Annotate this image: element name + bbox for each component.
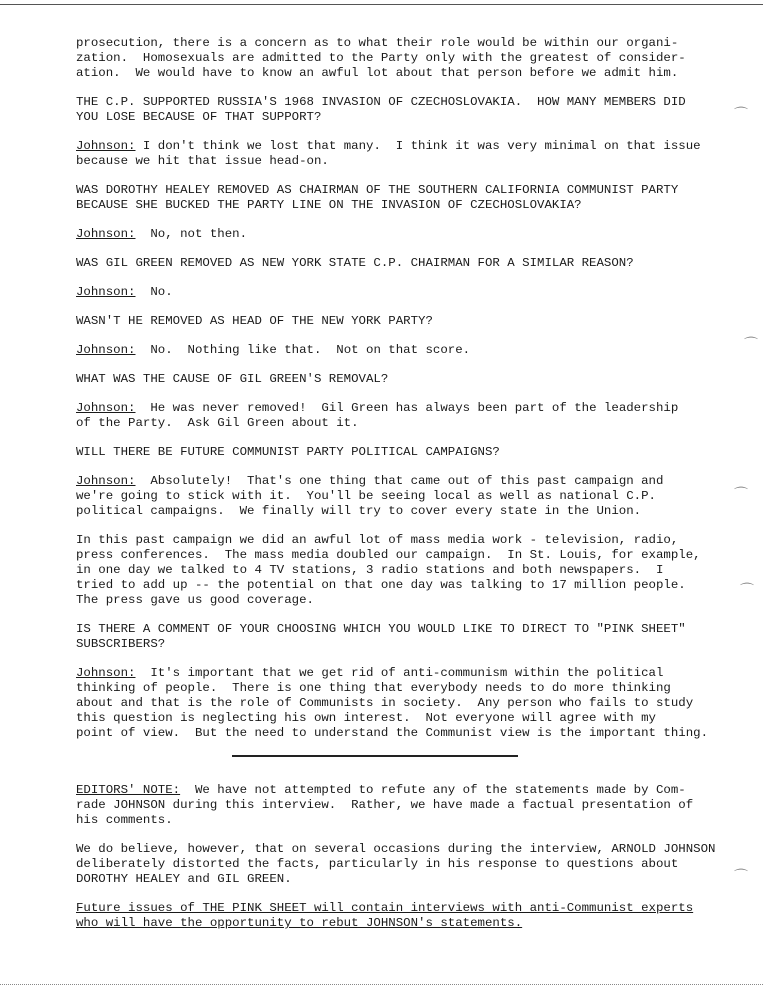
text-line: Absolutely! That's one thing that came out of this past campaign and	[135, 474, 664, 488]
text-line: DOROTHY HEALEY and GIL GREEN.	[76, 872, 292, 886]
margin-mark: ⌒	[734, 487, 748, 503]
para-media	[76, 533, 721, 608]
margin-mark: ⌒	[744, 337, 758, 353]
text-line: WILL THERE BE FUTURE COMMUNIST PARTY POLITICAL CAMPAIGNS?	[76, 445, 500, 459]
speaker-label: Johnson:	[76, 139, 136, 153]
text-line: rade JOHNSON during this interview. Rather, we have made a factual presentation of	[76, 798, 694, 812]
editors-section	[76, 783, 721, 931]
text-line: thinking of people. There is one thing that everybody needs to do more thinking	[76, 681, 671, 695]
question-green-head	[76, 314, 721, 329]
text-line: political campaigns. We finally will try to cover every state in the Union.	[76, 504, 642, 518]
top-rule	[0, 4, 763, 5]
text-line: SUBSCRIBERS?	[76, 637, 166, 651]
text-line: We do believe, however, that on several occasions during the interview, ARNOLD JOHNSON	[76, 842, 716, 856]
speaker-label: Johnson:	[76, 401, 136, 415]
text-line: THE C.P. SUPPORTED RUSSIA'S 1968 INVASION OF CZECHOSLOVAKIA. HOW MANY MEMBERS DID	[76, 95, 686, 109]
margin-mark: ⌒	[740, 583, 754, 599]
text-line: YOU LOSE BECAUSE OF THAT SUPPORT?	[76, 110, 322, 124]
answer-healey	[76, 227, 721, 242]
interview-section	[76, 36, 721, 741]
answer-campaigns	[76, 474, 721, 519]
para-prosecution	[76, 36, 721, 81]
text-line: I don't think we lost that many. I think it was very minimal on that issue	[135, 139, 701, 153]
text-line: prosecution, there is a concern as to what their role would be within our organi-	[76, 36, 679, 50]
answer-czechoslovakia-members	[76, 139, 721, 169]
bottom-rule	[0, 984, 763, 985]
text-line: WASN'T HE REMOVED AS HEAD OF THE NEW YORK PARTY?	[76, 314, 433, 328]
speaker-label: Johnson:	[76, 227, 136, 241]
text-line: No. Nothing like that. Not on that score.	[135, 343, 471, 357]
text-line: WHAT WAS THE CAUSE OF GIL GREEN'S REMOVAL?	[76, 372, 389, 386]
text-line: No.	[135, 285, 173, 299]
question-green-cause	[76, 372, 721, 387]
section-divider	[232, 755, 518, 757]
speaker-label: Johnson:	[76, 285, 136, 299]
margin-mark: ⌒	[734, 869, 748, 885]
text-line: In this past campaign we did an awful lot of mass media work - television, radio,	[76, 533, 679, 547]
question-comment	[76, 622, 721, 652]
editors-note	[76, 783, 721, 828]
text-line: He was never removed! Gil Green has always been part of the leadership	[135, 401, 679, 415]
speaker-label: Johnson:	[76, 343, 136, 357]
text-line: about and that is the role of Communists in society. Any person who fails to study	[76, 696, 694, 710]
text-line: No, not then.	[135, 227, 248, 241]
question-czechoslovakia-members	[76, 95, 721, 125]
text-line: his comments.	[76, 813, 173, 827]
text-line: BECAUSE SHE BUCKED THE PARTY LINE ON THE INVASION OF CZECHOSLOVAKIA?	[76, 198, 582, 212]
speaker-label: Johnson:	[76, 474, 136, 488]
question-healey	[76, 183, 721, 213]
answer-green-head	[76, 343, 721, 358]
text-line: deliberately distorted the facts, particularly in his response to questions about	[76, 857, 679, 871]
answer-comment	[76, 666, 721, 741]
text-line: IS THERE A COMMENT OF YOUR CHOOSING WHICH YOU WOULD LIKE TO DIRECT TO "PINK SHEET"	[76, 622, 686, 636]
margin-mark: ⌒	[734, 107, 748, 123]
text-line: because we hit that issue head-on.	[76, 154, 329, 168]
text-line: ation. We would have to know an awful lot about that person before we admit him.	[76, 66, 679, 80]
text-line: in one day we talked to 4 TV stations, 3 radio stations and both newspapers. I	[76, 563, 664, 577]
text-line: point of view. But the need to understand the Communist view is the important thing.	[76, 726, 709, 740]
text-line: We have not attempted to refute any of the statements made by Com-	[180, 783, 686, 797]
text-line: It's important that we get rid of anti-communism within the political	[135, 666, 664, 680]
text-line: Future issues of THE PINK SHEET will contain interviews with anti-Communist experts	[76, 901, 694, 915]
editors-future	[76, 901, 721, 931]
text-line: press conferences. The mass media doubled our campaign. In St. Louis, for example,	[76, 548, 701, 562]
text-line: tried to add up -- the potential on that one day was talking to 17 million people.	[76, 578, 686, 592]
text-line: WAS DOROTHY HEALEY REMOVED AS CHAIRMAN OF THE SOUTHERN CALIFORNIA COMMUNIST PARTY	[76, 183, 679, 197]
question-green-chairman	[76, 256, 721, 271]
text-line: The press gave us good coverage.	[76, 593, 314, 607]
answer-green-chairman	[76, 285, 721, 300]
question-campaigns	[76, 445, 721, 460]
text-line: this question is neglecting his own interest. Not everyone will agree with my	[76, 711, 656, 725]
text-line: we're going to stick with it. You'll be seeing local as well as national C.P.	[76, 489, 656, 503]
document-page	[76, 36, 721, 945]
text-line: zation. Homosexuals are admitted to the Party only with the greatest of consider-	[76, 51, 686, 65]
speaker-label: Johnson:	[76, 666, 136, 680]
text-line: who will have the opportunity to rebut JOHNSON's statements.	[76, 916, 523, 930]
text-line: WAS GIL GREEN REMOVED AS NEW YORK STATE C.P. CHAIRMAN FOR A SIMILAR REASON?	[76, 256, 634, 270]
speaker-label: EDITORS' NOTE:	[76, 783, 181, 797]
answer-green-cause	[76, 401, 721, 431]
editors-believe	[76, 842, 721, 887]
text-line: of the Party. Ask Gil Green about it.	[76, 416, 359, 430]
